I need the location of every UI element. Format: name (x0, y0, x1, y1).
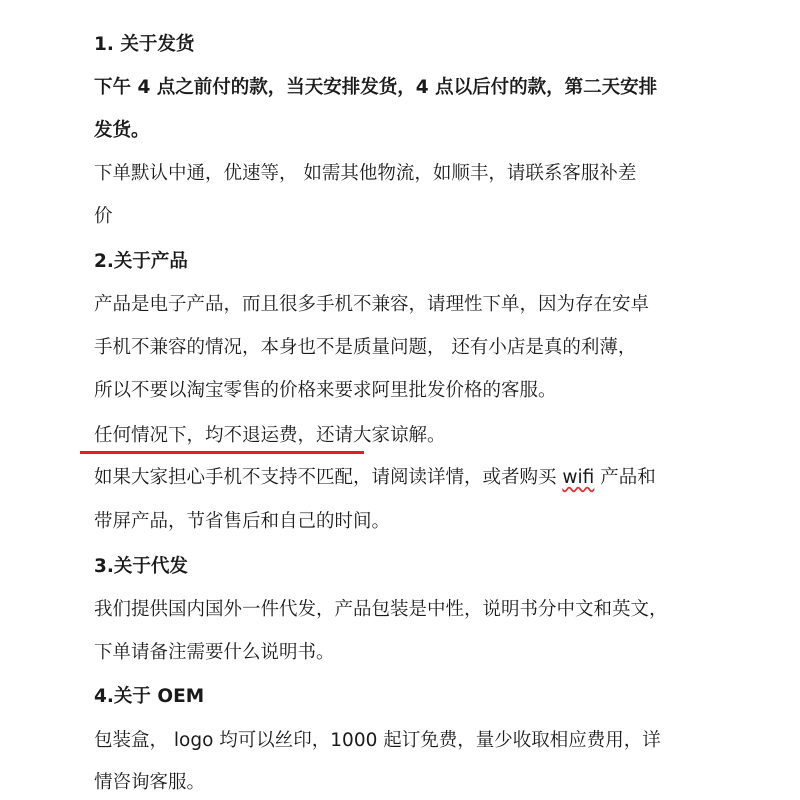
section-1-line-2: 发货。 (94, 120, 150, 141)
section-1-line-4: 价 (94, 206, 113, 227)
section-1-heading: 1. 关于发货 (94, 34, 195, 55)
section-1-line-3: 下单默认中通，优速等， 如需其他物流，如顺丰，请联系客服补差 (94, 163, 637, 184)
section-2-line-6: 带屏产品，节省售后和自己的时间。 (94, 511, 391, 532)
section-2-line-4-no-refund-shipping: 任何情况下，均不退运费，还请大家谅解。 (94, 425, 446, 446)
section-2-line-2: 手机不兼容的情况，本身也不是质量问题， 还有小店是真的利薄， (94, 337, 637, 358)
section-4-line-2: 情咨询客服。 (94, 772, 206, 793)
section-2-line-1: 产品是电子产品，而且很多手机不兼容，请理性下单，因为存在安卓 (94, 294, 650, 315)
section-3-line-2: 下单请备注需要什么说明书。 (94, 642, 335, 663)
section-2-line-5 (94, 466, 656, 490)
section-2-line-5-tail: 产品和 (594, 467, 656, 488)
section-3-line-1: 我们提供国内国外一件代发，产品包装是中性，说明书分中文和英文， (94, 599, 668, 620)
red-underline-annotation (80, 451, 364, 454)
section-2-heading: 2.关于产品 (94, 251, 188, 272)
wifi-word: wifi (562, 467, 595, 488)
section-2-line-3: 所以不要以淘宝零售的价格来要求阿里批发价格的客服。 (94, 380, 557, 401)
section-3-heading: 3.关于代发 (94, 556, 188, 577)
section-4-heading: 4.关于 OEM (94, 686, 205, 707)
section-1-line-1: 下午 4 点之前付的款，当天安排发货，4 点以后付的款，第二天安排 (94, 77, 658, 98)
section-2-line-5-text: 如果大家担心手机不支持不匹配，请阅读详情，或者购买 (94, 467, 563, 488)
section-4-line-1: 包装盒， logo 均可以丝印，1000 起订免费，量少收取相应费用，详 (94, 730, 661, 751)
